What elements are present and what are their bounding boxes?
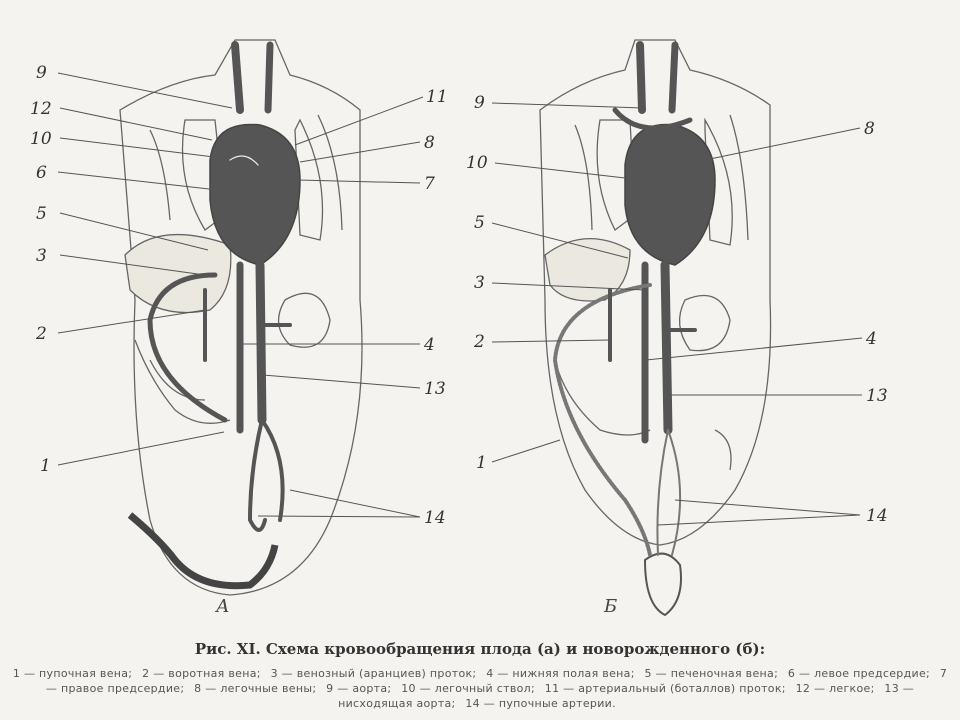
label-a-4: 4	[424, 335, 435, 355]
legend-item: 7 — правое предсердие;	[45, 667, 948, 695]
label-a-2: 2	[36, 324, 47, 344]
label-a-14: 14	[424, 508, 446, 528]
label-b-13: 13	[866, 386, 888, 406]
label-a-13: 13	[424, 379, 446, 399]
label-a-3: 3	[36, 246, 47, 266]
legend-item: 9 — аорта;	[326, 682, 392, 695]
label-a-8: 8	[424, 133, 435, 153]
figure-legend	[12, 666, 948, 711]
legend-item: 1 — пупочная вена;	[12, 667, 133, 680]
panel-label-b: Б	[604, 596, 618, 617]
umbilical-stump-b	[645, 554, 681, 615]
label-b-10: 10	[466, 153, 488, 173]
kidney-b	[680, 296, 730, 351]
label-a-6: 6	[36, 163, 47, 183]
legend-item: 10 — легочный ствол;	[401, 682, 535, 695]
legend-item: 4 — нижняя полая вена;	[486, 667, 635, 680]
legend-item: 6 — левое предсердие;	[787, 667, 931, 680]
label-b-3: 3	[474, 273, 485, 293]
legend-item: 5 — печеночная вена;	[644, 667, 779, 680]
figure-caption: Рис. XI. Схема кровообращения плода (а) и новорожденного (б):	[194, 640, 766, 658]
label-a-11: 11	[426, 87, 448, 107]
heart-b	[625, 125, 715, 266]
label-b-1: 1	[476, 453, 487, 473]
label-a-7: 7	[424, 174, 435, 194]
label-b-14: 14	[866, 506, 888, 526]
kidney-a	[279, 293, 330, 347]
label-a-1: 1	[40, 456, 51, 476]
legend-item: 14 — пупочные артерии.	[465, 697, 616, 710]
legend-item: 13 — нисходящая аорта;	[338, 682, 915, 710]
label-b-4: 4	[866, 329, 877, 349]
label-b-9: 9	[474, 93, 485, 113]
legend-item: 12 — легкое;	[795, 682, 875, 695]
label-a-9: 9	[36, 63, 47, 83]
label-a-12: 12	[30, 99, 52, 119]
label-a-5: 5	[36, 204, 47, 224]
legend-item: 8 — легочные вены;	[194, 682, 317, 695]
legend-item: 2 — воротная вена;	[142, 667, 261, 680]
label-b-2: 2	[474, 332, 485, 352]
legend-item: 11 — артериальный (боталлов) проток;	[544, 682, 786, 695]
label-a-10: 10	[30, 129, 52, 149]
panel-label-a: А	[216, 596, 230, 617]
label-b-8: 8	[864, 119, 875, 139]
legend-item: 3 — венозный (аранциев) проток;	[270, 667, 477, 680]
label-b-5: 5	[474, 213, 485, 233]
